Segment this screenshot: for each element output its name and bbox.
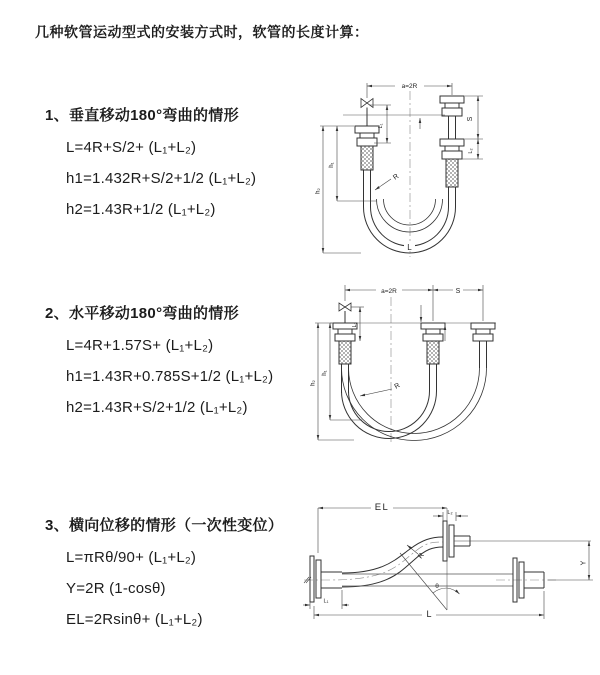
dim-label-length: L	[407, 243, 412, 252]
hose-assembly	[355, 96, 464, 253]
braided-hose-section	[339, 341, 351, 364]
flange	[355, 126, 379, 133]
dim-label-span: a=2R	[381, 288, 397, 295]
diagram-lateral-displacement	[300, 495, 600, 645]
dim-label-radius: R	[417, 551, 426, 561]
formula-line: h2=1.43R+S/2+1/2 (L₁+L₂)	[66, 399, 248, 416]
flange	[443, 521, 447, 561]
formula-line: Y=2R (1-cosθ)	[66, 580, 166, 597]
dim-label-stroke: S	[467, 116, 474, 122]
section-1-heading: 1、垂直移动180°弯曲的情形	[45, 107, 239, 124]
dim-label-radius: R	[392, 173, 401, 182]
flange	[421, 323, 445, 329]
dim-label-length: L	[426, 609, 432, 619]
dim-label-stroke: S	[455, 288, 461, 295]
braided-hose-section	[361, 146, 373, 170]
section-lateral-displacement	[45, 514, 320, 628]
formula-line: EL=2Rsinθ+ (L₁+L₂)	[66, 611, 203, 628]
flange	[310, 556, 314, 602]
formula-line: h1=1.432R+S/2+1/2 (L₁+L₂)	[66, 170, 257, 187]
diagram-horizontal-bend	[310, 283, 600, 455]
dim-label-fit-left: L₁	[352, 322, 358, 328]
dim-label-y: Y	[580, 560, 588, 566]
dim-label-h2: h₂	[315, 188, 322, 194]
hose-u-bend-shifted	[342, 368, 487, 441]
dim-label-el: EL	[374, 502, 390, 513]
valve-icon	[339, 303, 351, 311]
formula-line: L=4R+S/2+ (L₁+L₂)	[66, 139, 197, 156]
section-vertical-bend	[45, 104, 320, 218]
flange	[440, 96, 464, 103]
dim-label-fit-left: L₁	[323, 598, 329, 605]
page-title: 几种软管运动型式的安装方式时，软管的长度计算：	[35, 24, 369, 40]
flange	[471, 323, 495, 329]
radius-construction-line	[400, 553, 447, 610]
formula-line: h1=1.43R+0.785S+1/2 (L₁+L₂)	[66, 368, 274, 385]
dim-label-theta: θ	[435, 583, 439, 590]
formula-line: h2=1.43R+1/2 (L₁+L₂)	[66, 201, 216, 218]
hose-s-curve	[342, 537, 443, 573]
valve-icon	[361, 99, 373, 108]
dim-label-fit-top: L₂	[447, 510, 453, 516]
dim-label-h2: h₂	[310, 380, 317, 386]
section-horizontal-bend	[45, 302, 320, 416]
dimension-lines	[303, 508, 593, 619]
section-2-heading: 2、水平移动180°弯曲的情形	[45, 305, 239, 322]
section-3-heading: 3、横向位移的情形（一次性变位）	[45, 517, 284, 534]
formula-line: L=πRθ/90+ (L₁+L₂)	[66, 549, 197, 566]
dim-label-radius: R	[393, 382, 402, 391]
dim-label-fit-right: L₂	[468, 148, 474, 154]
formula-line: L=4R+1.57S+ (L₁+L₂)	[66, 337, 214, 354]
hose-assembly	[310, 521, 544, 602]
dim-label-h1: h₁	[329, 162, 335, 168]
diagram-vertical-bend	[315, 73, 600, 260]
braided-hose-section	[427, 341, 439, 364]
dim-label-fit-left: L₁	[378, 123, 384, 129]
dim-label-span: a=2R	[401, 83, 418, 90]
flange	[440, 139, 464, 146]
braided-hose-section	[446, 159, 458, 187]
dim-label-h1: h₁	[322, 370, 328, 376]
